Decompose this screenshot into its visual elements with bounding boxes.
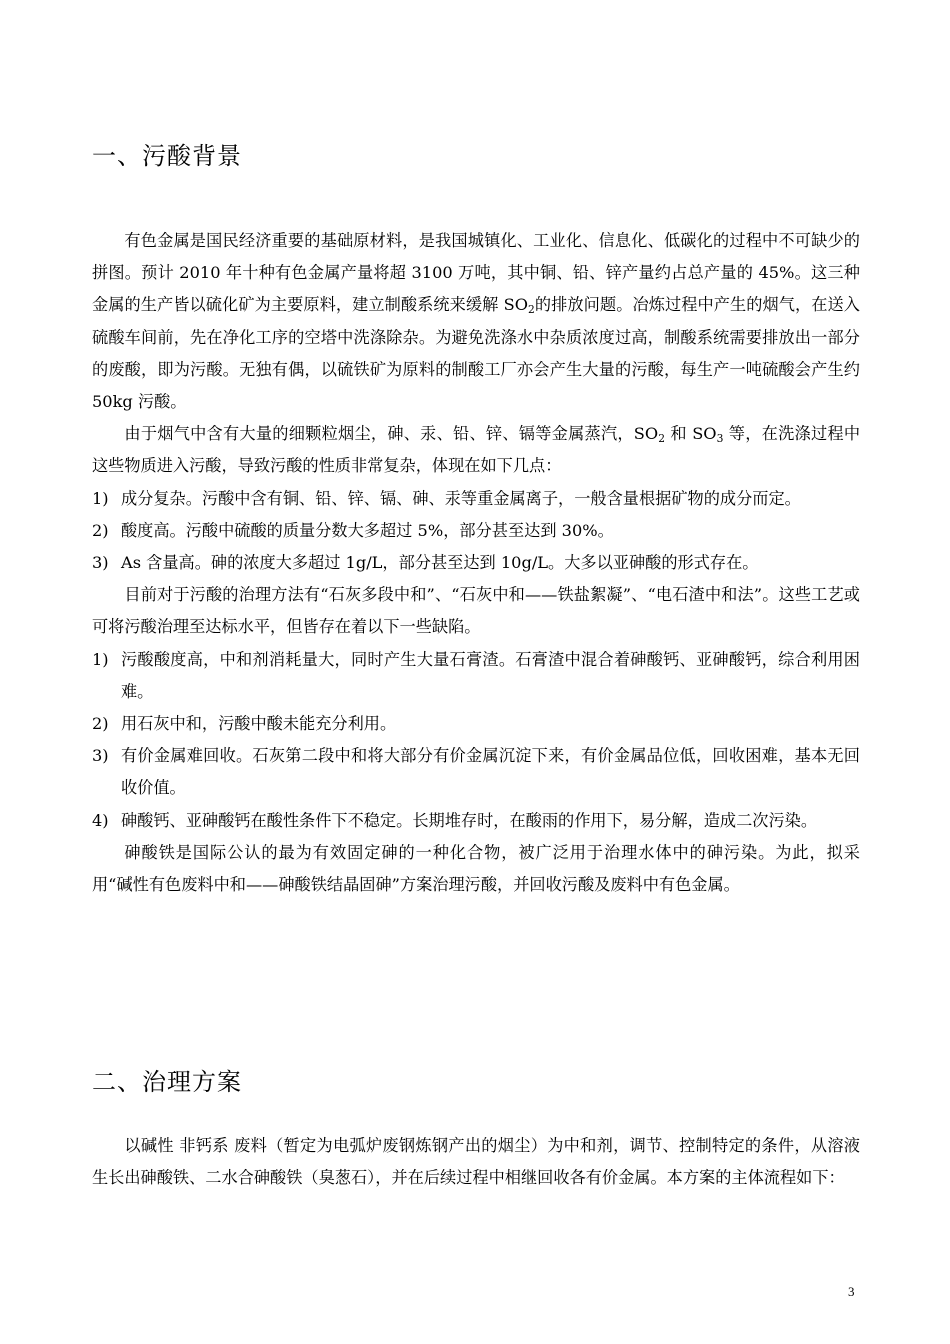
- paragraph-methods: 目前对于污酸的治理方法有“石灰多段中和”、“石灰中和——铁盐絮凝”、“电石渣中和法”。这些工艺或可将污酸治理至达标水平，但皆存在着以下一些缺陷。: [92, 585, 860, 637]
- section-body-scheme: [92, 1130, 860, 1194]
- page-number: 3: [848, 1284, 855, 1299]
- list-defects: [92, 644, 860, 837]
- list-item: 1) 成分复杂。污酸中含有铜、铅、锌、镉、砷、汞等重金属离子，一般含量根据矿物的成分而定。: [92, 488, 801, 508]
- paragraph-properties: 由于烟气中含有大量的细颗粒烟尘，砷、汞、铅、锌、镉等金属蒸汽，$SO_2$ 和 $SO_3$ 等，在洗涤过程中这些物质进入污酸，导致污酸的性质非常复杂，体现在如下几点：: [92, 424, 861, 476]
- list-characteristics: [92, 483, 860, 580]
- list-item: 3) As 含量高。砷的浓度大多超过 1g/L，部分甚至达到 10g/L。大多以亚砷酸的形式存在。: [92, 553, 759, 573]
- section-heading-scheme: 二、治理方案: [92, 1068, 242, 1096]
- list-item: 3) 有价金属难回收。石灰第二段中和将大部分有价金属沉淀下来，有价金属品位低，回收困难，基本无回收价值。: [92, 746, 860, 798]
- list-item: 2) 酸度高。污酸中硫酸的质量分数大多超过 5%，部分甚至达到 30%。: [92, 520, 614, 540]
- paragraph-proposal: 砷酸铁是国际公认的最为有效固定砷的一种化合物，被广泛用于治理水体中的砷污染。为此，拟采用“碱性有色废料中和——砷酸铁结晶固砷”方案治理污酸，并回收污酸及废料中有色金属。: [92, 842, 860, 895]
- list-item: 2) 用石灰中和，污酸中酸未能充分利用。: [92, 714, 397, 734]
- paragraph-intro: 有色金属是国民经济重要的基础原材料，是我国城镇化、工业化、信息化、低碳化的过程中不可缺少的拼图。预计 2010 年十种有色金属产量将超 3100 万吨，其中铜、铅、锌产量约占总产量的 45%。这三种金属的生产皆以硫化矿为主要原料，建立制酸系统来缓解 $SO_2$的排放问题。冶炼过程中产生的烟气，在送入硫酸车间前，先在净化工序的空塔中洗涤除杂。为避免洗涤水中杂质浓度过高，制酸系统需要排放出一部分的废酸，即为污酸。无独有偶，以硫铁矿为原料的制酸工厂亦会产生大量的污酸，每生产一吨硫酸会产生约 50kg 污酸。: [92, 231, 860, 412]
- list-item: 4) 砷酸钙、亚砷酸钙在酸性条件下不稳定。长期堆存时，在酸雨的作用下，易分解，造成二次污染。: [92, 810, 818, 830]
- list-item: 1) 污酸酸度高，中和剂消耗量大，同时产生大量石膏渣。石膏渣中混合着砷酸钙、亚砷酸钙，综合利用困难。: [92, 649, 860, 701]
- section-heading-background: 一、污酸背景: [92, 142, 242, 170]
- section-body-background: [92, 225, 860, 901]
- paragraph-scheme: 以碱性 非钙系 废料（暂定为电弧炉废钢炼钢产出的烟尘）为中和剂，调节、控制特定的条件，从溶液生长出砷酸铁、二水合砷酸铁（臭葱石），并在后续过程中相继回收各有价金属。本方案的主体流程如下：: [92, 1136, 860, 1188]
